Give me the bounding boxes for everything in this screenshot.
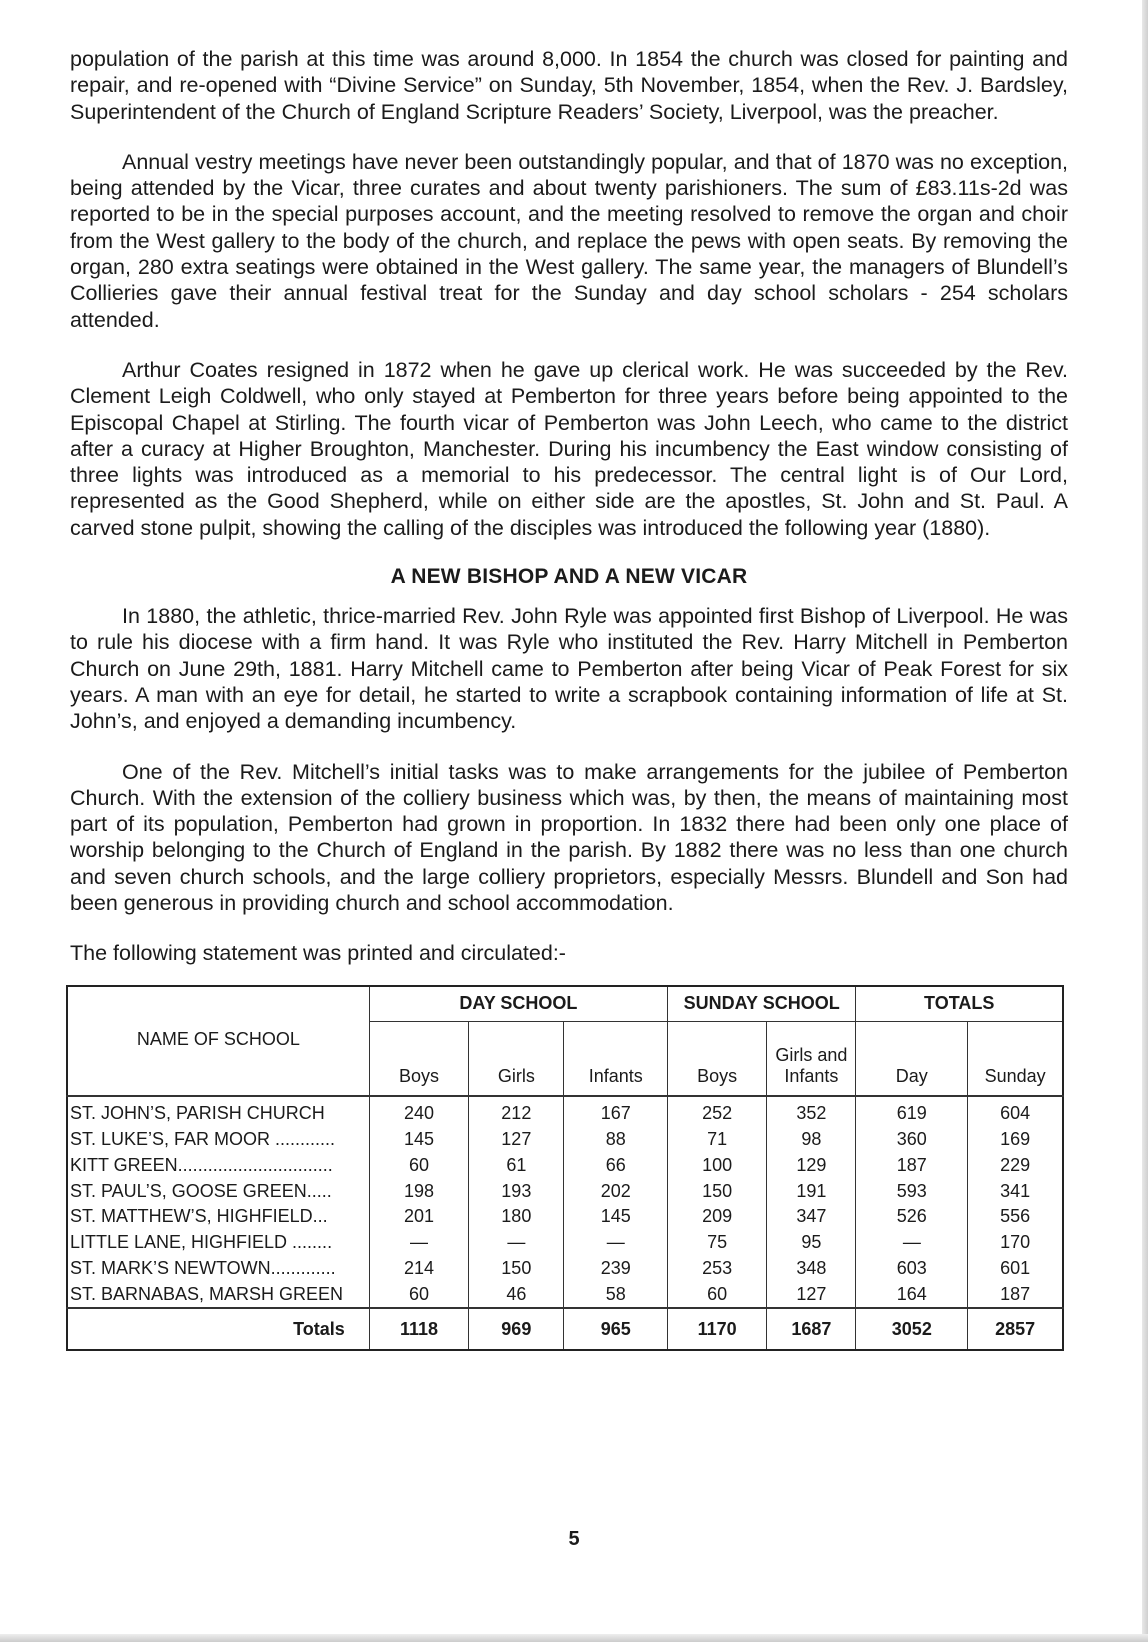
table-cell: 201 [369, 1204, 468, 1230]
table-cell: 46 [469, 1282, 564, 1309]
table-cell: 66 [564, 1153, 668, 1179]
paragraph-5: One of the Rev. Mitchell’s initial tasks was to make arrangements for the jubilee of Pemberton Church. With the extension of the colliery business which was, by then, the means of maintaining most part of its population, Pemberton had grown in proportion. In 1832 there had been only one place of worship belonging to the Church of England in the parish. By 1882 there was no less than one church and seven church schools, and the large colliery proprietors, especially Messrs. Blundell and Son had been generous in providing church and school accommodation. [70, 759, 1068, 916]
table-row [67, 1096, 1063, 1127]
table-cell: 61 [469, 1153, 564, 1179]
table-cell: 75 [667, 1230, 766, 1256]
table-cell: — [564, 1230, 668, 1256]
table-cell: 601 [968, 1256, 1063, 1282]
table-cell: 60 [369, 1282, 468, 1309]
group-day-school: DAY SCHOOL [369, 986, 667, 1022]
table-cell: 603 [856, 1256, 968, 1282]
table-cell: 240 [369, 1096, 468, 1127]
table-cell: 180 [469, 1204, 564, 1230]
table-row [67, 1282, 1063, 1309]
table-cell: 100 [667, 1153, 766, 1179]
school-name-cell: ST. LUKE’S, FAR MOOR ............ [67, 1127, 369, 1153]
table-cell: 191 [767, 1179, 856, 1205]
table-cell: 169 [968, 1127, 1063, 1153]
table-body [67, 1096, 1063, 1350]
section-heading: A NEW BISHOP AND A NEW VICAR [390, 565, 748, 589]
school-name-cell: LITTLE LANE, HIGHFIELD ........ [67, 1230, 369, 1256]
table-cell: 150 [667, 1179, 766, 1205]
column-name-of-school: NAME OF SCHOOL [67, 1021, 369, 1096]
table-intro: The following statement was printed and circulated:- [70, 941, 566, 966]
totals-cell: 969 [469, 1308, 564, 1350]
totals-row [67, 1308, 1063, 1350]
table-cell: 341 [968, 1179, 1063, 1205]
table-cell: 60 [369, 1153, 468, 1179]
paragraph-1: population of the parish at this time was around 8,000. In 1854 the church was closed for painting and repair, and re-opened with “Divine Service” on Sunday, 5th November, 1854, when the Rev. J. Bardsley, Superintendent of the Church of England Scripture Readers’ Society, Liverpool, was the preacher. [70, 47, 1068, 124]
table-group-header-row [67, 986, 1063, 1022]
table-cell: 556 [968, 1204, 1063, 1230]
paragraph-2: Annual vestry meetings have never been outstandingly popular, and that of 1870 was no exception, being attended by the Vicar, three curates and about twenty parishioners. The sum of £83.11s-2d was reported to be in the special purposes account, and the meeting resolved to remove the organ and choir from the West gallery to the body of the church, and replace the pews with open seats. By removing the organ, 280 extra seatings were obtained in the West gallery. The same year, the managers of Blundell’s Collieries gave their annual festival treat for the Sunday and day school scholars - 254 scholars attended. [70, 149, 1068, 332]
school-name-cell: ST. MATTHEW’S, HIGHFIELD... [67, 1204, 369, 1230]
table-cell: 95 [767, 1230, 856, 1256]
table-cell: 593 [856, 1179, 968, 1205]
column-sunday-boys: Boys [667, 1021, 766, 1096]
totals-cell: 1118 [369, 1308, 468, 1350]
group-totals: TOTALS [856, 986, 1063, 1022]
column-day-infants: Infants [564, 1021, 668, 1096]
table-cell: 526 [856, 1204, 968, 1230]
column-day-girls: Girls [469, 1021, 564, 1096]
table-cell: 71 [667, 1127, 766, 1153]
page-content [70, 46, 1068, 1351]
column-sunday-girls-infants [767, 1021, 856, 1096]
table-cell: 167 [564, 1096, 668, 1127]
table-column-header-row [67, 1021, 1063, 1096]
school-name-cell: ST. JOHN’S, PARISH CHURCH [67, 1096, 369, 1127]
totals-cell: 2857 [968, 1308, 1063, 1350]
table-cell: 60 [667, 1282, 766, 1309]
table-row [67, 1127, 1063, 1153]
table-cell: 193 [469, 1179, 564, 1205]
school-name-cell: KITT GREEN............................... [67, 1153, 369, 1179]
corner-cell [67, 986, 369, 1022]
table-cell: 352 [767, 1096, 856, 1127]
table-cell: 229 [968, 1153, 1063, 1179]
table-cell: — [369, 1230, 468, 1256]
paragraph-3: Arthur Coates resigned in 1872 when he gave up clerical work. He was succeeded by the Rev. Clement Leigh Coldwell, who only stayed at Pemberton for three years before being appointed to the Episcopal Chapel at Stirling. The fourth vicar of Pemberton was John Leech, who came to the district after a curacy at Higher Broughton, Manchester. During his incumbency the East window consisting of three lights was introduced as a memorial to his predecessor. The central light is of Our Lord, represented as the Good Shepherd, while on either side are the apostles, St. John and St. Paul. A carved stone pulpit, showing the calling of the disciples was introduced the following year (1880). [70, 357, 1068, 540]
school-name-cell: ST. PAUL’S, GOOSE GREEN..... [67, 1179, 369, 1205]
table-cell: 209 [667, 1204, 766, 1230]
school-name-cell: ST. MARK’S NEWTOWN............. [67, 1256, 369, 1282]
page-number: 5 [568, 1528, 580, 1550]
table-cell: 88 [564, 1127, 668, 1153]
column-day-boys: Boys [369, 1021, 468, 1096]
table-cell: 150 [469, 1256, 564, 1282]
table-cell: 127 [469, 1127, 564, 1153]
table-cell: 58 [564, 1282, 668, 1309]
table-row [67, 1230, 1063, 1256]
totals-cell: 1687 [767, 1308, 856, 1350]
table-cell: 164 [856, 1282, 968, 1309]
table-cell: — [856, 1230, 968, 1256]
table-row [67, 1204, 1063, 1230]
table-cell: 198 [369, 1179, 468, 1205]
table-cell: 127 [767, 1282, 856, 1309]
table-cell: 239 [564, 1256, 668, 1282]
table-cell: — [469, 1230, 564, 1256]
totals-label: Totals [67, 1308, 369, 1350]
totals-cell: 965 [564, 1308, 668, 1350]
table-cell: 187 [856, 1153, 968, 1179]
table-cell: 187 [968, 1282, 1063, 1309]
totals-cell: 3052 [856, 1308, 968, 1350]
table-cell: 347 [767, 1204, 856, 1230]
school-name-cell: ST. BARNABAS, MARSH GREEN [67, 1282, 369, 1309]
table-cell: 252 [667, 1096, 766, 1127]
table-cell: 212 [469, 1096, 564, 1127]
column-label-line: Infants [784, 1066, 839, 1087]
column-label-line: Girls and [775, 1045, 848, 1066]
page-edge-bottom [0, 1634, 1148, 1642]
school-statistics-table [66, 985, 1064, 1352]
table-row [67, 1256, 1063, 1282]
group-sunday-school: SUNDAY SCHOOL [667, 986, 855, 1022]
table-cell: 170 [968, 1230, 1063, 1256]
table-cell: 253 [667, 1256, 766, 1282]
column-total-day: Day [856, 1021, 968, 1096]
table-cell: 604 [968, 1096, 1063, 1127]
table-cell: 202 [564, 1179, 668, 1205]
table-cell: 145 [564, 1204, 668, 1230]
column-total-sunday: Sunday [968, 1021, 1063, 1096]
table-row [67, 1153, 1063, 1179]
table-cell: 129 [767, 1153, 856, 1179]
table-row [67, 1179, 1063, 1205]
paragraph-4: In 1880, the athletic, thrice-married Rev. John Ryle was appointed first Bishop of Liverpool. He was to rule his diocese with a firm hand. It was Ryle who instituted the Rev. Harry Mitchell in Pemberton Church on June 29th, 1881. Harry Mitchell came to Pemberton after being Vicar of Peak Forest for six years. A man with an eye for detail, he started to write a scrapbook containing information of life at St. John’s, and enjoyed a demanding incumbency. [70, 604, 1068, 734]
table-cell: 214 [369, 1256, 468, 1282]
table-cell: 98 [767, 1127, 856, 1153]
table-cell: 360 [856, 1127, 968, 1153]
page-edge [1142, 0, 1148, 1642]
table-cell: 619 [856, 1096, 968, 1127]
totals-cell: 1170 [667, 1308, 766, 1350]
table-cell: 348 [767, 1256, 856, 1282]
table-cell: 145 [369, 1127, 468, 1153]
